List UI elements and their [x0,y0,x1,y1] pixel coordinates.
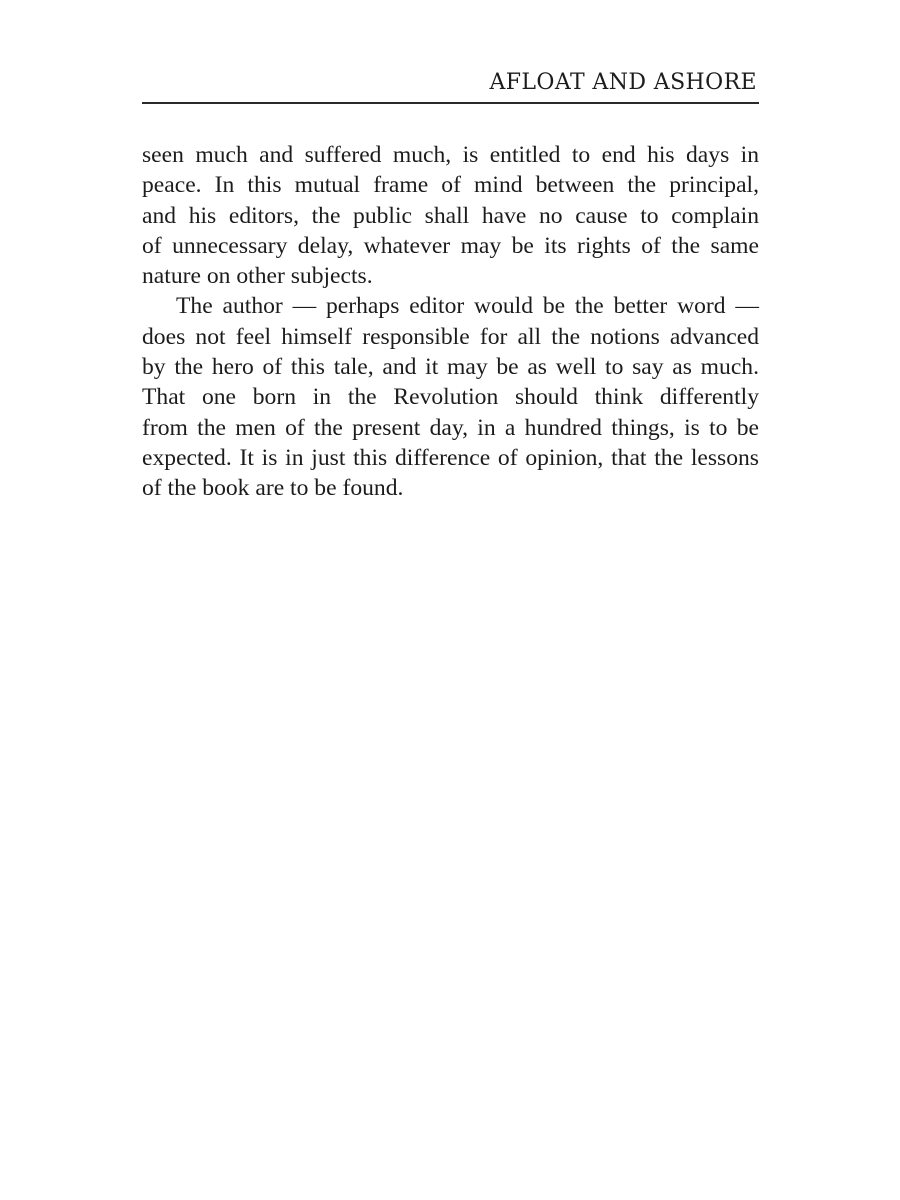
text-line: nature on other subjects. [142,263,373,290]
text-line: from the men of the present day, in a hundred things, is to be [142,414,759,441]
text-line: of the book are to be found. [142,475,404,502]
paragraph-1 [142,140,759,291]
paragraph-2 [142,291,759,503]
text-line: seen much and suffered much, is entitled to end his days in [142,142,759,168]
text-line: That one born in the Revolution should think differently [142,384,759,411]
text-line: and his editors, the public shall have no cause to complain [142,202,759,229]
text-line: expected. It is in just this difference of opinion, that the lessons [142,444,759,471]
text-line: of unnecessary delay, whatever may be its rights of the same [142,232,759,259]
body-text [142,140,759,504]
running-header [142,66,759,104]
text-line: The author — perhaps editor would be the better word — [176,293,759,320]
text-line: by the hero of this tale, and it may be as well to say as much. [142,354,759,381]
text-line: does not feel himself responsible for all the notions advanced [142,323,759,350]
text-line: peace. In this mutual frame of mind between the principal, [142,172,759,199]
running-title: AFLOAT AND ASHORE [489,70,757,95]
